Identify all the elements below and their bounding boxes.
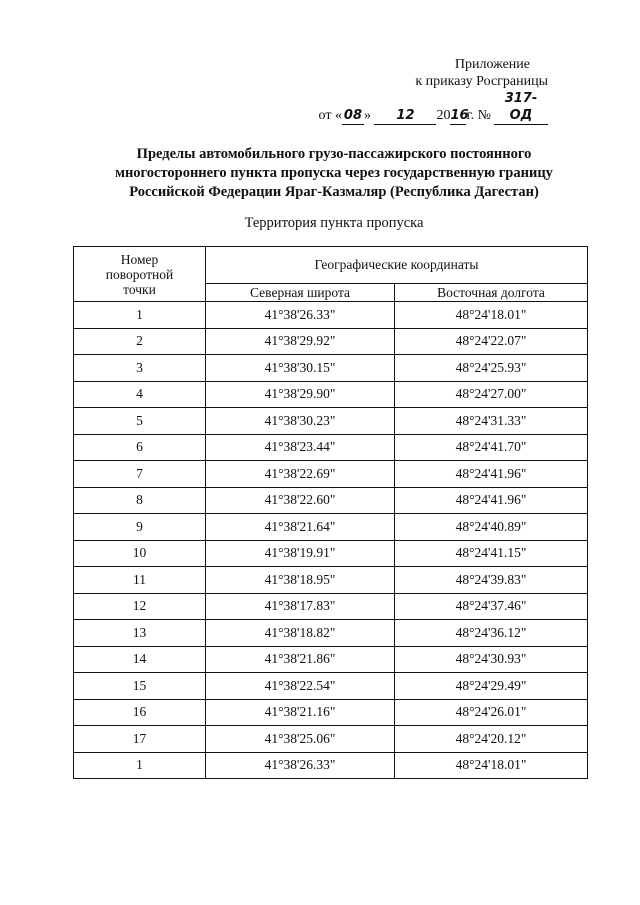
point-number-cell: 4 — [74, 381, 206, 408]
table-row — [74, 752, 588, 779]
longitude-cell: 48°24'26.01" — [395, 699, 588, 726]
title-line: Пределы автомобильного грузо-пассажирского постоянного — [136, 146, 532, 162]
table-row — [74, 328, 588, 355]
longitude-cell: 48°24'37.46" — [395, 593, 588, 620]
order-reference: к приказу Росграницы — [415, 74, 548, 89]
document-title — [60, 145, 608, 202]
header-number-line: точки — [123, 281, 156, 297]
point-number-cell: 1 — [74, 302, 206, 329]
point-number-cell: 1 — [74, 752, 206, 779]
point-number-cell: 6 — [74, 434, 206, 461]
latitude-cell: 41°38'19.91" — [206, 540, 395, 567]
table-row — [74, 540, 588, 567]
latitude-cell: 41°38'29.92" — [206, 328, 395, 355]
latitude-cell: 41°38'30.23" — [206, 408, 395, 435]
table-row — [74, 620, 588, 647]
title-line: многостороннего пункта пропуска через государственную границу — [115, 165, 553, 181]
longitude-cell: 48°24'41.96" — [395, 487, 588, 514]
section-subtitle: Территория пункта пропуска — [244, 215, 424, 231]
table-body — [74, 302, 588, 779]
latitude-cell: 41°38'22.69" — [206, 461, 395, 488]
longitude-cell: 48°24'39.83" — [395, 567, 588, 594]
longitude-cell: 48°24'20.12" — [395, 726, 588, 753]
longitude-cell: 48°24'27.00" — [395, 381, 588, 408]
point-number-cell: 11 — [74, 567, 206, 594]
table-row — [74, 302, 588, 329]
latitude-cell: 41°38'22.54" — [206, 673, 395, 700]
longitude-cell: 48°24'30.93" — [395, 646, 588, 673]
table-row — [74, 699, 588, 726]
appendix-label: Приложение — [454, 57, 530, 72]
latitude-cell: 41°38'17.83" — [206, 593, 395, 620]
table-row — [74, 567, 588, 594]
longitude-cell: 48°24'41.96" — [395, 461, 588, 488]
table-row — [74, 593, 588, 620]
order-day: 08 — [343, 108, 363, 123]
header-geo-coordinates: Географические координаты — [206, 247, 588, 284]
point-number-cell: 2 — [74, 328, 206, 355]
latitude-cell: 41°38'22.60" — [206, 487, 395, 514]
coordinates-table — [73, 246, 588, 779]
longitude-cell: 48°24'36.12" — [395, 620, 588, 647]
table-row — [74, 381, 588, 408]
point-number-cell: 15 — [74, 673, 206, 700]
longitude-cell: 48°24'41.15" — [395, 540, 588, 567]
latitude-cell: 41°38'18.82" — [206, 620, 395, 647]
longitude-cell: 48°24'41.70" — [395, 434, 588, 461]
latitude-cell: 41°38'21.64" — [206, 514, 395, 541]
point-number-cell: 16 — [74, 699, 206, 726]
table-row — [74, 408, 588, 435]
table-row — [74, 434, 588, 461]
longitude-cell: 48°24'18.01" — [395, 752, 588, 779]
point-number-cell: 13 — [74, 620, 206, 647]
order-date-line — [308, 90, 548, 125]
longitude-cell: 48°24'31.33" — [395, 408, 588, 435]
latitude-cell: 41°38'21.16" — [206, 699, 395, 726]
header-latitude: Северная широта — [206, 284, 395, 302]
point-number-cell: 14 — [74, 646, 206, 673]
table-row — [74, 461, 588, 488]
latitude-cell: 41°38'18.95" — [206, 567, 395, 594]
latitude-cell: 41°38'29.90" — [206, 381, 395, 408]
longitude-cell: 48°24'18.01" — [395, 302, 588, 329]
table-row — [74, 646, 588, 673]
point-number-cell: 3 — [74, 355, 206, 382]
title-line: Российской Федерации Яраг-Казмаляр (Республика Дагестан) — [129, 184, 539, 200]
latitude-cell: 41°38'30.15" — [206, 355, 395, 382]
header-number-line: Номер — [120, 251, 159, 267]
latitude-cell: 41°38'23.44" — [206, 434, 395, 461]
appendix-header — [308, 56, 548, 125]
header-point-number — [74, 247, 206, 302]
point-number-cell: 5 — [74, 408, 206, 435]
point-number-cell: 9 — [74, 514, 206, 541]
order-number-label: г. № — [466, 108, 491, 123]
longitude-cell: 48°24'29.49" — [395, 673, 588, 700]
order-number: 317-ОД — [494, 90, 548, 125]
latitude-cell: 41°38'26.33" — [206, 302, 395, 329]
latitude-cell: 41°38'21.86" — [206, 646, 395, 673]
point-number-cell: 17 — [74, 726, 206, 753]
latitude-cell: 41°38'25.06" — [206, 726, 395, 753]
table-row — [74, 487, 588, 514]
table-row — [74, 673, 588, 700]
point-number-cell: 7 — [74, 461, 206, 488]
longitude-cell: 48°24'40.89" — [395, 514, 588, 541]
longitude-cell: 48°24'22.07" — [395, 328, 588, 355]
header-number-line: поворотной — [105, 266, 174, 282]
order-year-suffix: 16 — [450, 108, 469, 123]
table-row — [74, 514, 588, 541]
header-longitude: Восточная долгота — [395, 284, 588, 302]
longitude-cell: 48°24'25.93" — [395, 355, 588, 382]
order-month: 12 — [374, 107, 436, 125]
point-number-cell: 12 — [74, 593, 206, 620]
point-number-cell: 10 — [74, 540, 206, 567]
date-prefix: от « — [318, 108, 342, 123]
table-row — [74, 726, 588, 753]
table-row — [74, 355, 588, 382]
latitude-cell: 41°38'26.33" — [206, 752, 395, 779]
date-quote-close: » — [363, 108, 371, 123]
year-prefix: 20 — [436, 108, 451, 123]
point-number-cell: 8 — [74, 487, 206, 514]
